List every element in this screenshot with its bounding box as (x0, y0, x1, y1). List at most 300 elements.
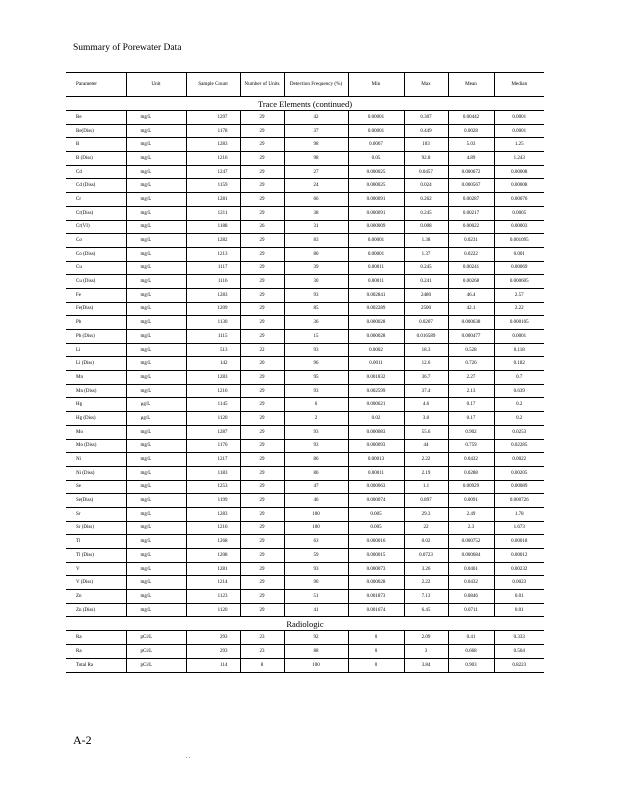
cell-det: 42 (284, 111, 348, 125)
cell-mean: 0.000752 (448, 535, 494, 549)
cell-det: 90 (284, 576, 348, 590)
cell-param: Ni (66, 453, 126, 467)
cell-samp: 1188 (186, 220, 240, 234)
cell-mean: 0.00217 (448, 206, 494, 220)
cell-samp: 1283 (186, 288, 240, 302)
cell-med: 0.0001 (494, 124, 544, 138)
cell-param: Hg (66, 398, 126, 412)
cell-det: 95 (284, 371, 348, 385)
table-row (66, 343, 544, 357)
cell-max: 0.307 (404, 111, 448, 125)
cell-samp: 1145 (186, 398, 240, 412)
cell-unit: pCi/L (126, 645, 186, 659)
cell-mean: 0.668 (448, 645, 494, 659)
cell-med: 0.000726 (494, 494, 544, 508)
cell-samp: 142 (186, 357, 240, 371)
cell-num: 29 (240, 111, 284, 125)
cell-param: Ni (Diss) (66, 466, 126, 480)
cell-mean: 0.00241 (448, 261, 494, 275)
cell-samp: 1216 (186, 521, 240, 535)
cell-samp: 1209 (186, 302, 240, 316)
cell-num: 23 (240, 631, 284, 645)
cell-mean: 0.903 (448, 658, 494, 672)
cell-med: 0.01 (494, 603, 544, 617)
cell-num: 29 (240, 398, 284, 412)
cell-samp: 1283 (186, 138, 240, 152)
cell-min: 0.000028 (348, 316, 404, 330)
cell-param: Cr(VI) (66, 220, 126, 234)
cell-param: Ra (66, 631, 126, 645)
cell-med: 0.0001 (494, 330, 544, 344)
cell-mean: 2.27 (448, 371, 494, 385)
header-parameter: Parameter (66, 73, 126, 97)
cell-det: 96 (284, 357, 348, 371)
cell-num: 29 (240, 549, 284, 563)
cell-max: 37.4 (404, 384, 448, 398)
cell-med: 1.673 (494, 521, 544, 535)
cell-num: 29 (240, 234, 284, 248)
cell-det: 66 (284, 193, 348, 207)
cell-max: 3 (404, 645, 448, 659)
cell-unit: mg/L (126, 288, 186, 302)
cell-num: 29 (240, 562, 284, 576)
cell-unit: mg/L (126, 603, 186, 617)
table-row (66, 535, 544, 549)
header-min: Min (348, 73, 404, 97)
cell-det: 92 (284, 631, 348, 645)
cell-max: 29.3 (404, 507, 448, 521)
cell-max: 2500 (404, 302, 448, 316)
cell-samp: 1120 (186, 412, 240, 426)
cell-param: Cr(Diss) (66, 206, 126, 220)
table-row (66, 371, 544, 385)
cell-param: B (66, 138, 126, 152)
table-row (66, 220, 544, 234)
cell-samp: 1213 (186, 247, 240, 261)
cell-min: 0.00001 (348, 234, 404, 248)
cell-num: 29 (240, 384, 284, 398)
cell-num: 20 (240, 357, 284, 371)
cell-mean: 0.00287 (448, 193, 494, 207)
cell-mean: 0.00929 (448, 480, 494, 494)
table-row (66, 247, 544, 261)
cell-det: 93 (284, 288, 348, 302)
cell-num: 29 (240, 138, 284, 152)
cell-det: 98 (284, 152, 348, 166)
cell-det: 83 (284, 234, 348, 248)
cell-med: 0.118 (494, 343, 544, 357)
cell-unit: mg/L (126, 480, 186, 494)
cell-med: 0.0005 (494, 206, 544, 220)
cell-num: 29 (240, 165, 284, 179)
cell-samp: 1199 (186, 494, 240, 508)
cell-det: 86 (284, 466, 348, 480)
cell-unit: mg/L (126, 371, 186, 385)
cell-max: 1.37 (404, 247, 448, 261)
cell-samp: 1217 (186, 453, 240, 467)
cell-param: Ra (66, 645, 126, 659)
cell-med: 0.2 (494, 398, 544, 412)
cell-med: 0.564 (494, 645, 544, 659)
cell-mean: 0.17 (448, 398, 494, 412)
cell-unit: mg/L (126, 384, 186, 398)
cell-max: 3.0 (404, 412, 448, 426)
cell-med: 0.02285 (494, 439, 544, 453)
cell-min: 0.005 (348, 521, 404, 535)
cell-min: 0.00001 (348, 124, 404, 138)
cell-det: 93 (284, 384, 348, 398)
cell-mean: 0.000684 (448, 549, 494, 563)
cell-param: V (66, 562, 126, 576)
cell-mean: 0.0846 (448, 590, 494, 604)
cell-max: 44 (404, 439, 448, 453)
cell-med: 0.001 (494, 247, 544, 261)
header-max: Max (404, 73, 448, 97)
cell-param: Sr (66, 507, 126, 521)
cell-det: 80 (284, 247, 348, 261)
cell-med: 0.00018 (494, 535, 544, 549)
cell-num: 29 (240, 576, 284, 590)
cell-param: Mn (Diss) (66, 384, 126, 398)
cell-mean: 0.41 (448, 631, 494, 645)
cell-param: Mo (Diss) (66, 439, 126, 453)
cell-med: 0.182 (494, 357, 544, 371)
cell-param: Hg (Diss) (66, 412, 126, 426)
cell-med: 0.000605 (494, 275, 544, 289)
cell-min: 0.000093 (348, 439, 404, 453)
cell-min: 0.000025 (348, 179, 404, 193)
table-row (66, 330, 544, 344)
cell-mean: 0.000567 (448, 179, 494, 193)
cell-med: 0.00008 (494, 179, 544, 193)
cell-num: 23 (240, 645, 284, 659)
cell-med: 0.00003 (494, 220, 544, 234)
cell-med: 0.0001 (494, 111, 544, 125)
header-number-of-units: Number of Units (240, 73, 284, 97)
cell-med: 0.000105 (494, 316, 544, 330)
table-row (66, 111, 544, 125)
cell-num: 29 (240, 206, 284, 220)
cell-max: 55.6 (404, 425, 448, 439)
cell-unit: mg/L (126, 165, 186, 179)
cell-samp: 293 (186, 645, 240, 659)
table-row (66, 453, 544, 467)
cell-samp: 293 (186, 631, 240, 645)
cell-param: Li (Diss) (66, 357, 126, 371)
cell-param: Pb (66, 316, 126, 330)
cell-samp: 513 (186, 343, 240, 357)
cell-samp: 1214 (186, 576, 240, 590)
cell-mean: 0.0028 (448, 124, 494, 138)
cell-param: B (Diss) (66, 152, 126, 166)
cell-min: 0.005 (348, 507, 404, 521)
cell-max: 92.8 (404, 152, 448, 166)
table-row (66, 603, 544, 617)
cell-det: 86 (284, 453, 348, 467)
cell-unit: mg/L (126, 562, 186, 576)
cell-det: 41 (284, 603, 348, 617)
cell-det: 98 (284, 138, 348, 152)
cell-mean: 0.00268 (448, 275, 494, 289)
table-row (66, 206, 544, 220)
cell-mean: 0.0091 (448, 494, 494, 508)
cell-unit: mg/L (126, 206, 186, 220)
cell-det: 47 (284, 480, 348, 494)
cell-unit: µg/L (126, 398, 186, 412)
cell-samp: 1120 (186, 603, 240, 617)
cell-param: Fe(Diss) (66, 302, 126, 316)
cell-min: 0.000621 (348, 398, 404, 412)
table-row (66, 412, 544, 426)
table-row (66, 288, 544, 302)
cell-mean: 0.000477 (448, 330, 494, 344)
cell-med: 0.00205 (494, 466, 544, 480)
cell-unit: mg/L (126, 425, 186, 439)
cell-param: Cr (66, 193, 126, 207)
cell-max: 0.008 (404, 220, 448, 234)
cell-min: 0.001873 (348, 590, 404, 604)
table-row (66, 562, 544, 576)
table-row (66, 645, 544, 659)
header-mean: Mean (448, 73, 494, 97)
table-row (66, 521, 544, 535)
cell-min: 0.000028 (348, 576, 404, 590)
cell-samp: 1283 (186, 371, 240, 385)
cell-samp: 1159 (186, 179, 240, 193)
cell-min: 0.002841 (348, 288, 404, 302)
cell-min: 0.001832 (348, 371, 404, 385)
cell-samp: 1281 (186, 193, 240, 207)
cell-max: 6.45 (404, 603, 448, 617)
cell-param: Fe (66, 288, 126, 302)
cell-det: 51 (284, 590, 348, 604)
cell-unit: mg/L (126, 466, 186, 480)
cell-unit: mg/L (126, 124, 186, 138)
cell-med: 1.25 (494, 138, 544, 152)
cell-max: 2480 (404, 288, 448, 302)
cell-unit: mg/L (126, 330, 186, 344)
table-row (66, 631, 544, 645)
cell-min: 0.000091 (348, 206, 404, 220)
cell-det: 93 (284, 425, 348, 439)
cell-samp: 1178 (186, 124, 240, 138)
cell-med: 2.22 (494, 302, 544, 316)
cell-num: 29 (240, 330, 284, 344)
cell-unit: mg/L (126, 179, 186, 193)
cell-unit: mg/L (126, 247, 186, 261)
cell-param: Mo (66, 425, 126, 439)
cell-det: 100 (284, 521, 348, 535)
cell-unit: mg/L (126, 316, 186, 330)
cell-max: 2.22 (404, 453, 448, 467)
cell-det: 39 (284, 261, 348, 275)
cell-max: 2.22 (404, 576, 448, 590)
cell-max: 0.0723 (404, 549, 448, 563)
cell-min: 0.000074 (348, 494, 404, 508)
cell-num: 8 (240, 658, 284, 672)
cell-max: 0.245 (404, 206, 448, 220)
cell-samp: 1268 (186, 535, 240, 549)
cell-param: V (Diss) (66, 576, 126, 590)
cell-max: 2.09 (404, 631, 448, 645)
cell-min: 0.00013 (348, 453, 404, 467)
cell-num: 29 (240, 590, 284, 604)
cell-det: 15 (284, 330, 348, 344)
cell-unit: mg/L (126, 193, 186, 207)
cell-min: 0.001674 (348, 603, 404, 617)
cell-param: Co (Diss) (66, 247, 126, 261)
cell-unit: mg/L (126, 549, 186, 563)
cell-max: 0.02 (404, 535, 448, 549)
cell-min: 0.00001 (348, 111, 404, 125)
cell-med: 0.00008 (494, 165, 544, 179)
cell-num: 29 (240, 275, 284, 289)
cell-max: 1.38 (404, 234, 448, 248)
cell-samp: 1115 (186, 330, 240, 344)
header-unit: Unit (126, 73, 186, 97)
table-row (66, 507, 544, 521)
cell-param: Cu (66, 261, 126, 275)
cell-param: Tl (Diss) (66, 549, 126, 563)
cell-min: 0.0002 (348, 343, 404, 357)
cell-samp: 1123 (186, 590, 240, 604)
cell-med: 2.57 (494, 288, 544, 302)
cell-num: 29 (240, 316, 284, 330)
cell-mean: 0.00442 (448, 111, 494, 125)
cell-param: Be(Diss) (66, 124, 126, 138)
cell-det: 93 (284, 343, 348, 357)
cell-samp: 1183 (186, 466, 240, 480)
cell-max: 0.0207 (404, 316, 448, 330)
table-row (66, 152, 544, 166)
cell-samp: 1116 (186, 275, 240, 289)
cell-det: 30 (284, 275, 348, 289)
cell-med: 0.00089 (494, 480, 544, 494)
cell-det: 2 (284, 412, 348, 426)
cell-max: 1.1 (404, 480, 448, 494)
cell-med: 0.0253 (494, 425, 544, 439)
table-row (66, 425, 544, 439)
table-row (66, 466, 544, 480)
cell-num: 29 (240, 247, 284, 261)
cell-med: 0.2 (494, 412, 544, 426)
cell-unit: mg/L (126, 138, 186, 152)
cell-param: Mn (66, 371, 126, 385)
cell-min: 0.000073 (348, 562, 404, 576)
cell-param: Total Ra (66, 658, 126, 672)
cell-max: 2.19 (404, 466, 448, 480)
cell-samp: 1281 (186, 562, 240, 576)
cell-det: 100 (284, 507, 348, 521)
cell-det: 93 (284, 439, 348, 453)
cell-det: 27 (284, 165, 348, 179)
cell-min: 0.00011 (348, 275, 404, 289)
cell-num: 29 (240, 371, 284, 385)
cell-max: 0.0457 (404, 165, 448, 179)
table-row (66, 316, 544, 330)
cell-unit: mg/L (126, 111, 186, 125)
cell-med: 1.78 (494, 507, 544, 521)
cell-num: 29 (240, 521, 284, 535)
cell-param: Cd (66, 165, 126, 179)
cell-det: 93 (284, 562, 348, 576)
section-label: Radiologic (66, 617, 544, 631)
cell-num: 29 (240, 261, 284, 275)
cell-det: 46 (284, 494, 348, 508)
cell-param: Tl (66, 535, 126, 549)
cell-unit: pCi/L (126, 658, 186, 672)
cell-min: 0.002289 (348, 302, 404, 316)
cell-param: Zn (Diss) (66, 603, 126, 617)
table-row (66, 658, 544, 672)
cell-unit: mg/L (126, 275, 186, 289)
cell-mean: 2.13 (448, 384, 494, 398)
cell-mean: 0.726 (448, 357, 494, 371)
cell-mean: 5.03 (448, 138, 494, 152)
cell-mean: 0.000672 (448, 165, 494, 179)
page-number: A-2 (73, 733, 92, 747)
cell-min: 0.0067 (348, 138, 404, 152)
cell-param: Co (66, 234, 126, 248)
cell-unit: mg/L (126, 535, 186, 549)
cell-med: 0.0023 (494, 576, 544, 590)
cell-unit: mg/L (126, 152, 186, 166)
cell-min: 0.000091 (348, 193, 404, 207)
cell-max: 36.7 (404, 371, 448, 385)
table-row (66, 124, 544, 138)
cell-mean: 0.902 (448, 425, 494, 439)
cell-mean: 0.0711 (448, 603, 494, 617)
cell-min: 0 (348, 658, 404, 672)
cell-med: 0.0022 (494, 453, 544, 467)
table-row (66, 480, 544, 494)
cell-mean: 0.0432 (448, 576, 494, 590)
table-row (66, 576, 544, 590)
cell-min: 0.002599 (348, 384, 404, 398)
cell-mean: 0.000638 (448, 316, 494, 330)
cell-samp: 1297 (186, 111, 240, 125)
cell-min: 0.00011 (348, 466, 404, 480)
cell-min: 0.000083 (348, 425, 404, 439)
cell-mean: 0.759 (448, 439, 494, 453)
cell-det: 63 (284, 535, 348, 549)
cell-samp: 1211 (186, 206, 240, 220)
cell-mean: 0.0461 (448, 562, 494, 576)
cell-mean: 4.89 (448, 152, 494, 166)
cell-samp: 1130 (186, 316, 240, 330)
cell-det: 36 (284, 316, 348, 330)
cell-num: 29 (240, 494, 284, 508)
cell-num: 29 (240, 152, 284, 166)
cell-samp: 1216 (186, 384, 240, 398)
cell-mean: 2.3 (448, 521, 494, 535)
cell-max: 0.024 (404, 179, 448, 193)
cell-det: 24 (284, 179, 348, 193)
cell-num: 29 (240, 179, 284, 193)
cell-param: Se (66, 480, 126, 494)
cell-num: 29 (240, 124, 284, 138)
table-row (66, 165, 544, 179)
cell-med: 1.243 (494, 152, 544, 166)
cell-param: Li (66, 343, 126, 357)
page-title: Summary of Porewater Data (73, 43, 182, 53)
cell-samp: 1247 (186, 165, 240, 179)
cell-samp: 1282 (186, 234, 240, 248)
cell-num: 29 (240, 193, 284, 207)
cell-min: 0.00011 (348, 261, 404, 275)
cell-samp: 1208 (186, 549, 240, 563)
table-row (66, 439, 544, 453)
